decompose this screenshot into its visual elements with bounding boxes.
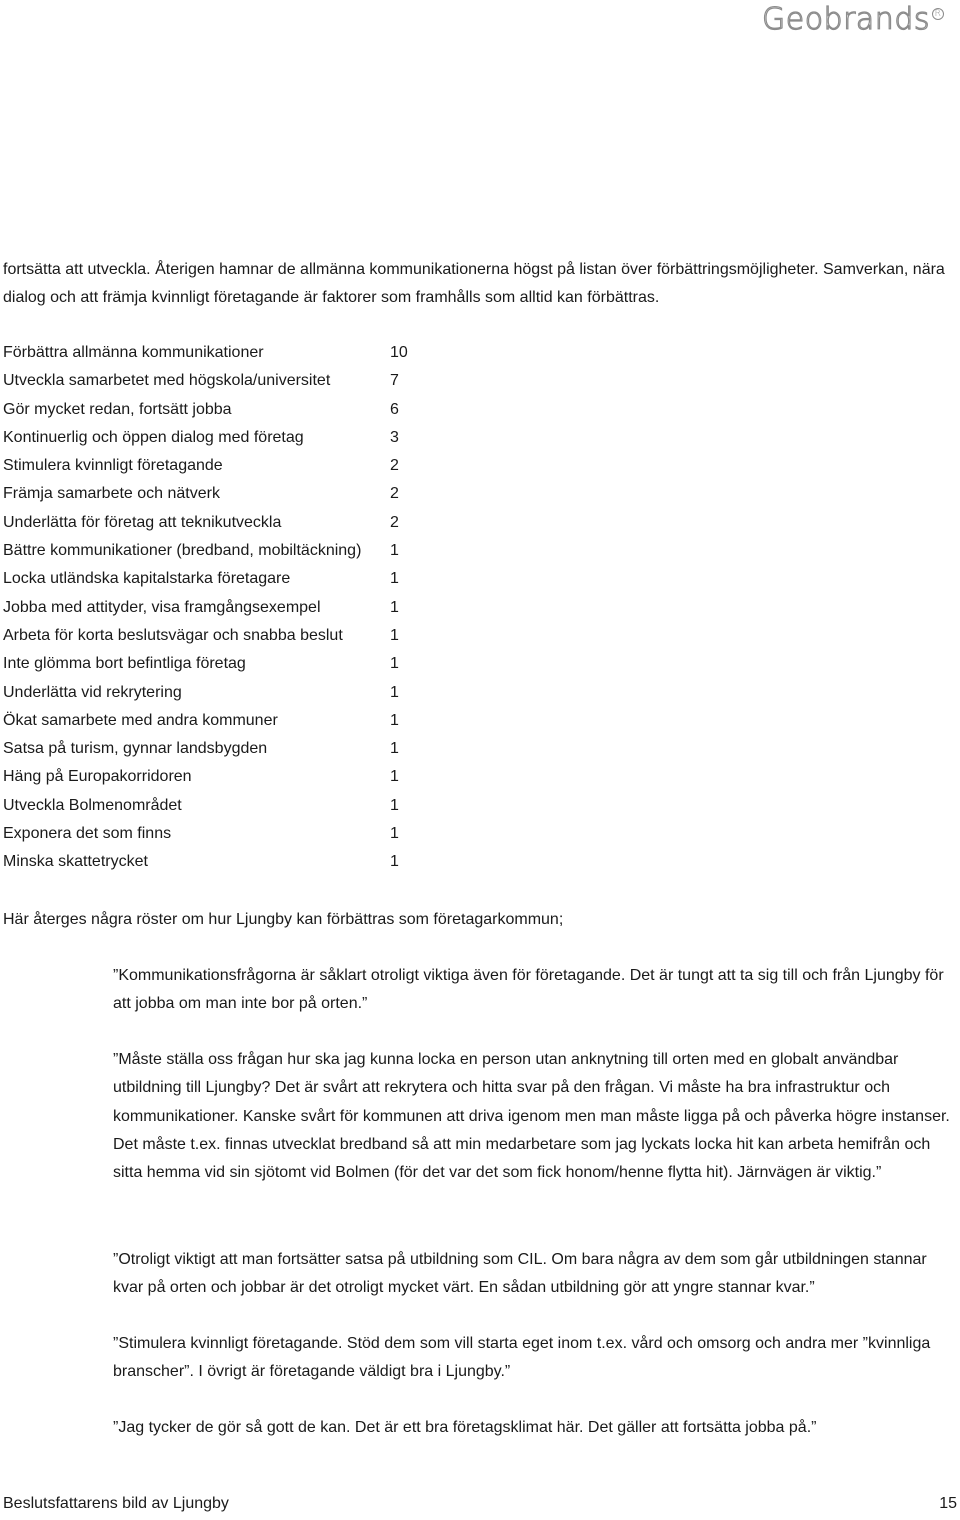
quote-paragraph: ”Stimulera kvinnligt företagande. Stöd dem som vill starta eget inom t.ex. vård och omsorg och andra mer ”kvinnliga branscher”. I övrigt är företagande väldigt bra i Ljungby.” bbox=[113, 1335, 931, 1381]
ranking-row bbox=[3, 509, 423, 537]
ranking-count: 1 bbox=[390, 796, 399, 814]
quote-paragraph: ”Kommunikationsfrågorna är såklart otroligt viktiga även för företagande. Det är tungt att ta sig till och från Ljungby för att jobba om man inte bor på orten.” bbox=[113, 967, 944, 1013]
quote-paragraph: ”Jag tycker de gör så gott de kan. Det är ett bra företagsklimat här. Det gäller att fortsätta jobba på.” bbox=[113, 1419, 817, 1436]
ranking-count: 1 bbox=[390, 626, 399, 644]
ranking-count: 1 bbox=[390, 740, 399, 758]
ranking-row bbox=[3, 452, 423, 480]
ranking-row bbox=[3, 763, 423, 791]
ranking-row bbox=[3, 367, 423, 395]
ranking-row bbox=[3, 537, 423, 565]
ranking-row bbox=[3, 339, 423, 367]
ranking-count: 1 bbox=[390, 598, 399, 616]
ranking-label: Utveckla samarbetet med högskola/universitet bbox=[3, 372, 331, 390]
ranking-label: Utveckla Bolmenområdet bbox=[3, 796, 182, 814]
logo-text: Geobrands bbox=[761, 2, 930, 37]
ranking-label: Locka utländska kapitalstarka företagare bbox=[3, 570, 291, 588]
ranking-label: Minska skattetrycket bbox=[3, 853, 148, 871]
ranking-label: Arbeta för korta beslutsvägar och snabba beslut bbox=[3, 626, 343, 644]
ranking-row bbox=[3, 622, 423, 650]
ranking-count: 1 bbox=[390, 825, 399, 843]
ranking-label: Förbättra allmänna kommunikationer bbox=[3, 344, 264, 361]
ranking-row bbox=[3, 707, 423, 735]
ranking-count: 1 bbox=[390, 768, 399, 786]
ranking-label: Exponera det som finns bbox=[3, 825, 172, 843]
ranking-label: Jobba med attityder, visa framgångsexempel bbox=[3, 598, 321, 616]
ranking-count: 6 bbox=[390, 400, 399, 418]
quote-paragraph: ”Otroligt viktigt att man fortsätter satsa på utbildning som CIL. Om bara några av dem som går utbildningen stannar kvar på orten och jobbar är det otroligt mycket värt. En sådan utbildning gör att yngre stannar kvar.” bbox=[113, 1251, 927, 1297]
ranking-label: Inte glömma bort befintliga företag bbox=[3, 655, 246, 673]
ranking-count: 1 bbox=[390, 570, 399, 588]
quotes-lead-text: Här återges några röster om hur Ljungby kan förbättras som företagarkommun; bbox=[3, 911, 564, 928]
ranking-label: Främja samarbete och nätverk bbox=[3, 485, 220, 503]
ranking-count: 10 bbox=[390, 344, 408, 361]
ranking-row bbox=[3, 424, 423, 452]
ranking-row bbox=[3, 679, 423, 707]
ranking-label: Gör mycket redan, fortsätt jobba bbox=[3, 400, 232, 418]
ranking-row bbox=[3, 820, 423, 848]
quote-paragraph: ”Måste ställa oss frågan hur ska jag kunna locka en person utan anknytning till orten med en globalt användbar utbildning till Ljungby? Det är svårt att rekrytera och hitta svar på den frågan. Vi måste ha bra infrastruktur och kommunikationer. Kanske svårt för kommunen att driva igenom men man måste ligga på och påverka högre instanser. Det måste t.ex. finnas utvecklat bredband så att min medarbetare som jag lyckats locka hit kan arbeta hemifrån och sitta hemma vid sin sjötomt vid Bolmen (för det var det som fick honom/henne flytta hit). Järnvägen är viktig.” bbox=[113, 1051, 950, 1182]
page-number: 15 bbox=[939, 1495, 957, 1512]
ranking-label: Stimulera kvinnligt företagande bbox=[3, 457, 223, 475]
ranking-count: 2 bbox=[390, 485, 399, 503]
ranking-count: 1 bbox=[390, 655, 399, 673]
ranking-count: 2 bbox=[390, 457, 399, 475]
improvement-ranking-list bbox=[3, 339, 423, 877]
ranking-row bbox=[3, 650, 423, 678]
ranking-count: 3 bbox=[390, 428, 399, 446]
ranking-label: Underlätta vid rekrytering bbox=[3, 683, 182, 701]
ranking-label: Kontinuerlig och öppen dialog med företag bbox=[3, 428, 304, 446]
ranking-row bbox=[3, 735, 423, 763]
ranking-row bbox=[3, 565, 423, 593]
ranking-label: Häng på Europakorridoren bbox=[3, 768, 192, 786]
ranking-count: 1 bbox=[390, 683, 399, 701]
ranking-count: 1 bbox=[390, 853, 399, 871]
footer-title: Beslutsfattarens bild av Ljungby bbox=[3, 1495, 229, 1512]
ranking-count: 1 bbox=[390, 542, 399, 560]
ranking-count: 1 bbox=[390, 711, 399, 729]
ranking-label: Ökat samarbete med andra kommuner bbox=[3, 711, 278, 729]
ranking-row bbox=[3, 792, 423, 820]
ranking-row bbox=[3, 848, 423, 876]
ranking-label: Underlätta för företag att teknikutveckla bbox=[3, 513, 282, 531]
intro-paragraph: fortsätta att utveckla. Återigen hamnar de allmänna kommunikationerna högst på listan över förbättringsmöjligheter. Samverkan, nära dialog och att främja kvinnligt företagande är faktorer som framhålls som alltid kan förbättras. bbox=[3, 261, 945, 306]
registered-mark: R bbox=[932, 8, 944, 20]
ranking-count: 2 bbox=[390, 513, 399, 531]
ranking-count: 7 bbox=[390, 372, 399, 390]
ranking-row bbox=[3, 480, 423, 508]
ranking-label: Bättre kommunikationer (bredband, mobiltäckning) bbox=[3, 542, 362, 560]
brand-logo bbox=[762, 2, 944, 37]
ranking-row bbox=[3, 594, 423, 622]
ranking-row bbox=[3, 396, 423, 424]
ranking-label: Satsa på turism, gynnar landsbygden bbox=[3, 740, 268, 758]
